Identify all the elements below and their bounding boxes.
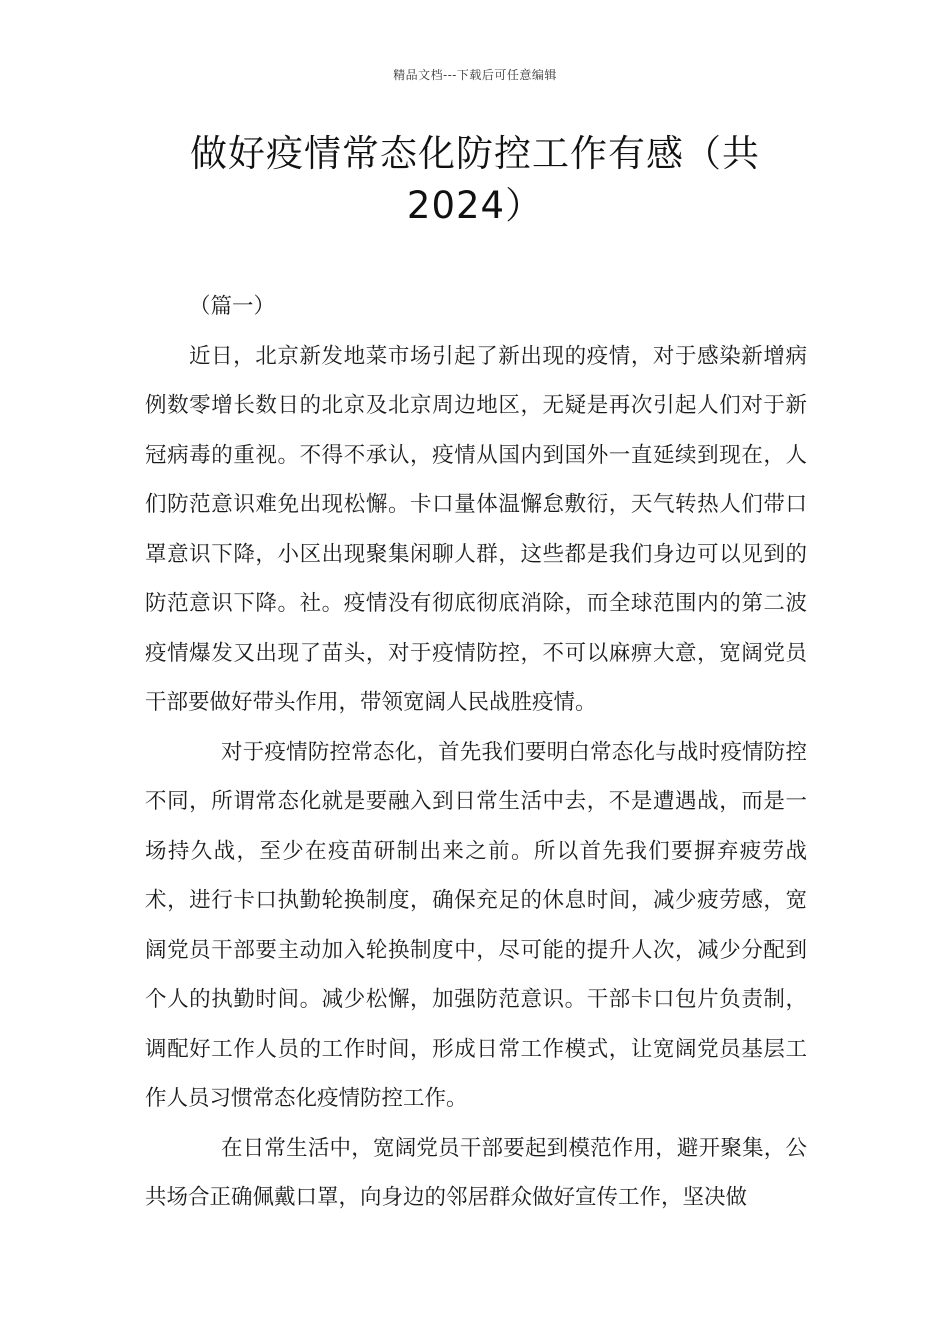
header-note: 精品文档---下载后可任意编辑 — [393, 68, 557, 82]
document-body — [145, 282, 807, 1223]
title-line-2: 2024） — [406, 184, 544, 227]
title-line-1: 做好疫情常态化防控工作有感（共 — [190, 132, 760, 175]
paragraph-2: 对于疫情防控常态化，首先我们要明白常态化与战时疫情防控不同，所谓常态化就是要融入到日常生活中去，不是遭遇战，而是一场持久战，至少在疫苗研制出来之前。所以首先我们要摒弃疲劳战术，进行卡口执勤轮换制度，确保充足的休息时间，减少疲劳感，宽阔党员干部要主动加入轮换制度中，尽可能的提升人次，减少分配到个人的执勤时间。减少松懈，加强防范意识。干部卡口包片负责制，调配好工作人员的工作时间，形成日常工作模式，让宽阔党员基层工作人员习惯常态化疫情防控工作。 — [145, 739, 807, 1111]
document-title — [120, 128, 830, 232]
paragraph-3: 在日常生活中，宽阔党员干部要起到模范作用，避开聚集，公共场合正确佩戴口罩，向身边的邻居群众做好宣传工作，坚决做 — [145, 1135, 807, 1210]
section-label: （篇一） — [189, 294, 276, 319]
paragraph-1: 近日，北京新发地菜市场引起了新出现的疫情，对于感染新增病例数零增长数日的北京及北京周边地区，无疑是再次引起人们对于新冠病毒的重视。不得不承认，疫情从国内到国外一直延续到现在，人们防范意识难免出现松懈。卡口量体温懈怠敷衍，天气转热人们带口罩意识下降，小区出现聚集闲聊人群，这些都是我们身边可以见到的防范意识下降。社。疫情没有彻底彻底消除，而全球范围内的第二波疫情爆发又出现了苗头，对于疫情防控，不可以麻痹大意，宽阔党员干部要做好带头作用，带领宽阔人民战胜疫情。 — [145, 343, 807, 715]
